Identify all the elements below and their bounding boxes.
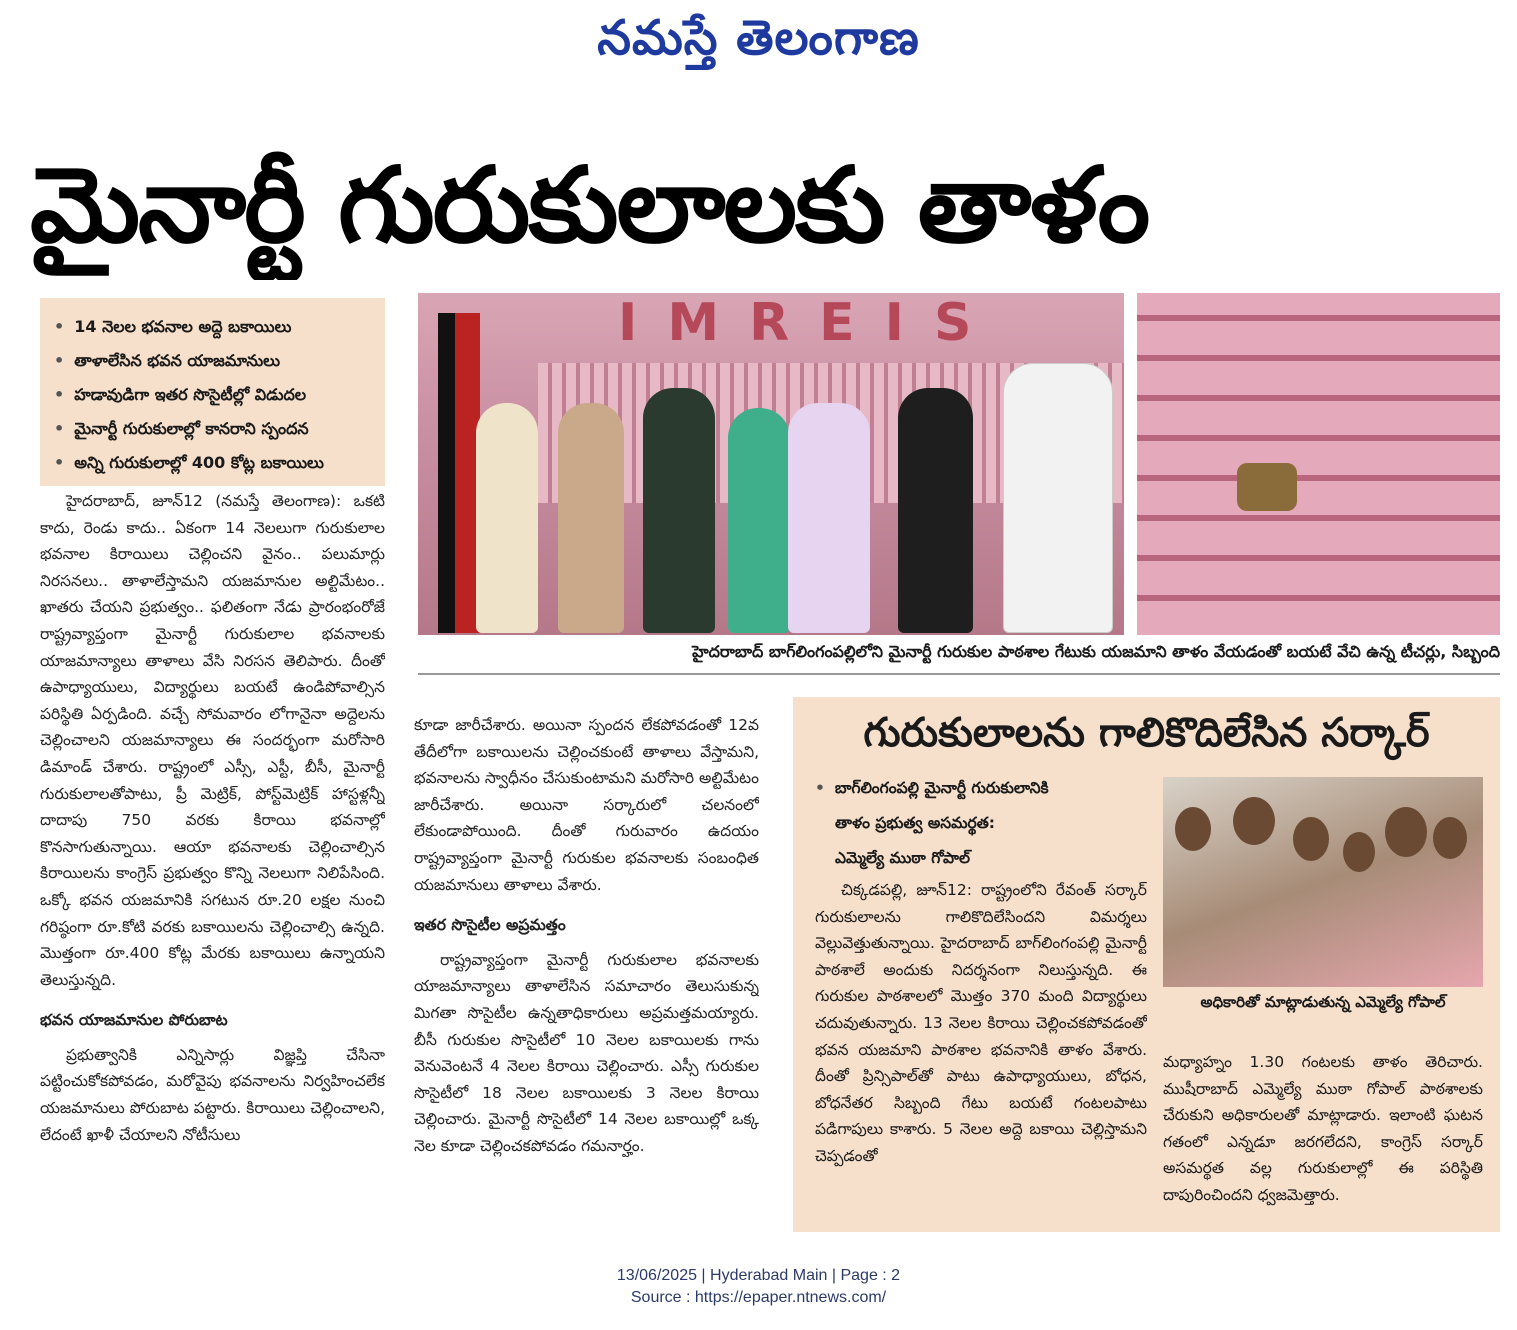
article-column-1 (40, 488, 385, 1248)
divider (418, 673, 1500, 675)
highlight-item: • మైనార్టీ గురుకులాల్లో కానరాని స్పందన (54, 412, 375, 446)
bullet-line: • బాగ్‌లింగంపల్లి మైనార్టీ గురుకులానికి (815, 771, 1145, 806)
article-subhead: భవన యాజమానుల పోరుబాట (40, 1011, 228, 1030)
photo-caption: అధికారితో మాట్లాడుతున్న ఎమ్మెల్యే గోపాల్ (1200, 993, 1446, 1011)
mla-photo (1163, 777, 1483, 987)
article-paragraph: హైదరాబాద్, జూన్12 (నమస్తే తెలంగాణ): ఒకటి కాదు, రెండు కాదు.. ఏకంగా 14 నెలలుగా గురుకులాల భవనాల కిరాయిలు చెల్లించని వైనం.. పలుమార్లు నిరసనలు.. తాళాలేస్తామని యజమానుల అల్టిమేటం.. ఖాతరు చేయని ప్రభుత్వం.. ఫలితంగా నేడు ప్రారంభంరోజే రాష్ట్రవ్యాప్తంగా మైనార్టీ గురుకులాల భవనాలకు యాజమాన్యాలు తాళాలు వేసి నిరసన తెలిపారు. దీంతో ఉపాధ్యాయులు, విద్యార్థులు బయటే ఉండిపోవాల్సిన పరిస్థితి ఏర్పడింది. వచ్చే సోమవారం లోగానైనా అద్దెలను చెల్లించాలని యజమాన్యాలు ఈ సందర్భంగా మరోసారి డిమాండ్ చేశారు. రాష్ట్రంలో ఎస్సీ, ఎస్టీ, బీసీ, మైనార్టీ గురుకులాలతోపాటు, ప్రీ మెట్రిక్, పోస్ట్‌మెట్రిక్ హాస్టళ్లన్నీ దాదాపు 750 వరకు కిరాయి భవనాల్లో కొనసాగుతున్నాయి. ఆయా భవనాలకు చెల్లించాల్సిన కిరాయిలను కాంగ్రెస్ ప్రభుత్వం కొన్ని నెలలుగా నిలిపేసింది. ఒక్కో భవన యజమానికి సగటున రూ.20 లక్షల నుంచి గరిష్ఠంగా రూ.కోటి వరకు బకాయిలను చెల్లించాల్సి ఉన్నది. మొత్తంగా రూ.400 కోట్ల మేరకు బకాయిలు ఉన్నాయని తెలుస్తున్నది. (40, 492, 385, 989)
sidebar-story-bullets (815, 771, 1145, 876)
locked-gate-photo (1137, 293, 1500, 635)
highlight-item: • 14 నెలల భవనాల అద్దె బకాయిలు (54, 310, 375, 344)
main-photo (418, 293, 1124, 635)
sidebar-story-column-2 (1163, 1049, 1483, 1219)
building-sign: IMREIS (618, 293, 1002, 353)
person-figure (1003, 363, 1113, 633)
gate-graphic (1137, 293, 1500, 635)
person-figure (643, 388, 715, 633)
person-head (1433, 817, 1467, 859)
photo-caption: హైదరాబాద్ బాగ్‌లింగంపల్లిలోని మైనార్టీ గురుకుల పాఠశాల గేటుకు యజమాని తాళం వేయడంతో బయటే వేచి ఉన్న టీచర్లు, సిబ్బంది (692, 642, 1500, 661)
person-head (1293, 817, 1329, 861)
bullet-line: ఎమ్మెల్యే ముఠా గోపాల్ (835, 849, 970, 867)
bullet-line: తాళం ప్రభుత్వ అసమర్థత: (835, 814, 995, 832)
sidebar-story-title: గురుకులాలను గాలికొదిలేసిన సర్కార్ (863, 710, 1430, 756)
headline: మైనార్టీ గురుకులాలకు తాళం (30, 144, 1149, 266)
article-paragraph: రాష్ట్రవ్యాప్తంగా మైనార్టీ గురుకులాల భవనాలకు యాజమాన్యాలు తాళాలేసిన సమాచారం తెలుసుకున్న మిగతా సొసైటీల ఉన్నతాధికారులు అప్రమత్తమయ్యారు. బీసీ గురుకుల సొసైటీలో 10 నెలల బకాయిలకు గాను వెనువెంటనే 4 నెలల కిరాయి చెల్లించారు. ఎస్సీ గురుకుల సొసైటీలో 18 నెలల బకాయిలకు 3 నెలల కిరాయి చెల్లించారు. మైనార్టీ సొసైటీలో 14 నెలల బకాయిల్లో ఒక్క నెల కూడా చెల్లించకపోవడం గమనార్హం. (414, 950, 759, 1155)
person-head (1175, 807, 1211, 851)
person-figure (898, 388, 973, 633)
pencil-pillar-graphic (438, 313, 480, 633)
person-figure (476, 403, 538, 633)
article-paragraph: కూడా జారీచేశారు. అయినా స్పందన లేకపోవడంతో 12వ తేదీలోగా బకాయిలను చెల్లించకుంటే తాళాలు వేస్తామని, భవనాలను స్వాధీనం చేసుకుంటామని మరోసారి అల్టిమేటం జారీచేశారు. అయినా సర్కారులో చలనంలో లేకుండాపోయింది. దీంతో గురువారం ఉదయం రాష్ట్రవ్యాప్తంగా మైనార్టీ గురుకుల భవనాలకు సంబంధిత యజమానులు తాళాలు వేశారు. (414, 716, 759, 894)
footer-date-edition: 13/06/2025 | Hyderabad Main | Page : 2 (616, 1267, 901, 1284)
padlock-icon (1237, 463, 1297, 511)
person-figure (728, 408, 790, 633)
article-subhead: ఇతర సొసైటీల అప్రమత్తం (414, 916, 566, 935)
article-paragraph: ప్రభుత్వానికి ఎన్నిసార్లు విజ్ఞప్తి చేసినా పట్టించుకోకపోవడం, మరోవైపు భవనాలను నిర్వహించలేక యజమానులు పోరుబాట పట్టారు. కిరాయిలు చెల్లించాలని, లేదంటే ఖాళీ చేయాలని నోటీసులు (40, 1045, 385, 1144)
person-head (1385, 807, 1427, 857)
article-column-2 (414, 712, 759, 1252)
person-head (1343, 832, 1375, 872)
masthead-logo: నమస్తే తెలంగాణ (597, 10, 920, 66)
person-figure (788, 403, 870, 633)
sidebar-story-box (793, 697, 1500, 1232)
highlight-item: • అన్ని గురుకులాల్లో 400 కోట్ల బకాయిలు (54, 446, 375, 480)
highlight-item: • హడావుడిగా ఇతర సొసైటీల్లో విడుదల (54, 378, 375, 412)
article-paragraph: చిక్కడపల్లి, జూన్12: రాష్ట్రంలోని రేవంత్ సర్కార్ గురుకులాలను గాలికొదిలేసిందని విమర్శలు వెల్లువెత్తుతున్నాయి. హైదరాబాద్ బాగ్‌లింగంపల్లి మైనార్టీ పాఠశాలే అందుకు నిదర్శనంగా నిలుస్తున్నది. ఈ గురుకుల పాఠశాలలో మొత్తం 370 మంది విద్యార్థులు చదువుతున్నారు. 13 నెలల కిరాయి చెల్లించకపోవడంతో భవన యజమాని పాఠశాల భవనానికి తాళం వేశారు. దీంతో ప్రిన్సిపాల్‌తో పాటు ఉపాధ్యాయులు, బోధన, బోధనేతర సిబ్బంది గేటు బయటే గంటలపాటు పడిగాపులు కాశారు. 5 నెలల అద్దె బకాయి చెల్లిస్తామని చెప్పడంతో (815, 881, 1147, 1165)
page-footer (0, 1265, 1517, 1309)
person-figure (558, 403, 624, 633)
article-paragraph: మధ్యాహ్నం 1.30 గంటలకు తాళం తెరిచారు. ముషీరాబాద్ ఎమ్మెల్యే ముఠా గోపాల్ పాఠశాలకు చేరుకుని అధికారులతో మాట్లాడారు. ఇలాంటి ఘటన గతంలో ఎన్నడూ జరగలేదని, కాంగ్రెస్ సర్కార్ అసమర్థత వల్ల గురుకులాల్లో ఈ పరిస్థితి దాపురించిందని ధ్వజమెత్తారు. (1163, 1053, 1483, 1204)
footer-source: Source : https://epaper.ntnews.com/ (630, 1289, 887, 1306)
highlight-item: • తాళాలేసిన భవన యాజమానులు (54, 344, 375, 378)
sidebar-story-column-1 (815, 877, 1147, 1227)
person-head (1233, 797, 1275, 845)
highlights-box (40, 298, 385, 486)
